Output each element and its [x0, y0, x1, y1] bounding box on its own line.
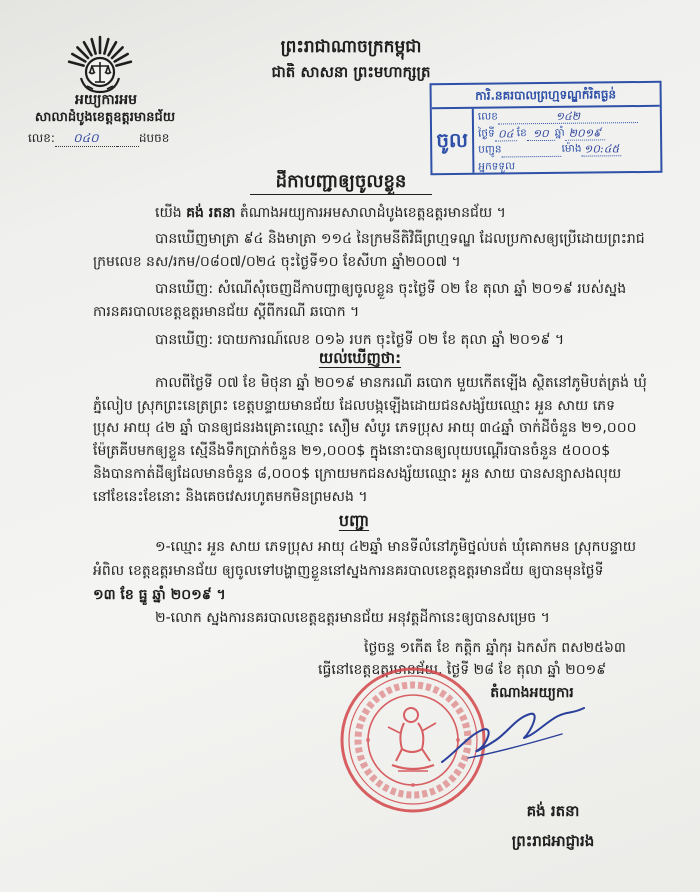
court-name: សាលាដំបូងខេត្តឧត្តរមានជ័យ: [34, 110, 176, 125]
preamble-line: បានឃើញ: របាយការណ៍លេខ ០១៦ របក ចុះថ្ងៃទី ០២ ខែ តុលា ឆ្នាំ ២០១៩ ។: [155, 332, 565, 348]
receipt-time-field: [581, 142, 621, 156]
order-line: អំពិល ខេត្តឧត្តរមានជ័យ ឲ្យចូលទៅបង្ហាញខ្លួននៅស្នងការនគរបាលខេត្តឧត្តរមានជ័យ ឲ្យបានមុនថ្ងៃទី: [93, 563, 604, 579]
order-deadline-line: ១៣ ខែ ធ្នូ ឆ្នាំ ២០១៩ ។: [93, 587, 226, 603]
receipt-number-value: ១៤២: [555, 109, 581, 123]
reference-number-field: [55, 131, 117, 147]
reference-number-value: ០៤០: [73, 131, 99, 145]
receipt-stamp-body: [432, 107, 661, 175]
preamble-line: ក្រមលេខ នស/រកម/០៨០៧/០២៤ ចុះថ្ងៃទី១០ ខែសីហា ឆ្នាំ២០០៧ ។: [93, 254, 461, 270]
signatory-role: តំណាងអយ្យការ: [490, 685, 574, 701]
receipt-receiver-label: អ្នកទទួល: [478, 159, 516, 173]
prosecutor-name: គង់ រតនា: [186, 205, 236, 221]
kingdom-heading: ព្រះរាជាណាចក្រកម្ពុជា: [280, 37, 422, 57]
receipt-year-label: ឆ្នាំ: [554, 126, 565, 139]
receipt-stamp-status: ចូល: [432, 109, 475, 175]
reference-number: [28, 129, 178, 147]
receipt-date-row: [474, 123, 660, 141]
findings-line: ភ្នំលៀប ស្រុកព្រះនេត្រព្រះ ខេត្តបន្ទាយមានជ័យ ដែលបង្កឡើងដោយជនសង្ស័យឈ្មោះ អួន សាយ ភេទ: [93, 398, 616, 414]
preamble-intro-lead: យើង: [155, 205, 182, 221]
order-line: ២-លោក ស្នងការនគរបាលខេត្តឧត្តរមានជ័យ អនុវត្តដីកានេះឲ្យបានសម្រេច ។: [155, 610, 550, 626]
preamble-line: បានឃើញ: សំណើសុំចេញដីកាបញ្ជាឲ្យចូលខ្លួន ចុះថ្ងៃទី ០២ ខែ តុលា ឆ្នាំ ២០១៩ របស់ស្នង: [155, 281, 627, 297]
receipt-forward-label: បញ្ជូន: [478, 143, 502, 156]
findings-line: នៅខែនេះខែនោះ និងគេចវេសរហូតមកមិនព្រមសង ។: [93, 489, 368, 505]
receipt-forward-field: [501, 143, 561, 158]
prosecutor-office-name: អយ្យការអម: [75, 92, 137, 108]
receipt-year-value: ២០១៩: [568, 125, 601, 140]
findings-line: កាលពីថ្ងៃទី ០៧ ខែ មិថុនា ឆ្នាំ ២០១៩ មានករណី ឆបោក មួយកើតឡើង ស្ថិតនៅភូមិបត់ត្រង់ ឃុំ: [155, 375, 647, 391]
receipt-stamp-office: ការិ.នគរបាលព្រហ្មទណ្ឌកំរិតធ្ងន់: [432, 83, 660, 109]
receipt-month-field: [527, 126, 555, 140]
lunar-date: ថ្ងៃចន្ទ ១កើត ខែ កត្តិក ឆ្នាំកុរ ឯកស័ក ពស២៥៦៣: [364, 640, 626, 656]
signature-scribble-icon: [438, 700, 588, 772]
reference-suffix: ដបចខ: [138, 131, 170, 145]
signatory-title: ព្រះរាជអាជ្ញារង: [511, 832, 595, 850]
receipt-forward-row: [474, 140, 660, 158]
receipt-number-field: [498, 109, 638, 124]
reference-label: លេខ:: [28, 131, 55, 145]
orders-heading: បញ្ជា: [338, 511, 370, 530]
preamble-line: ការនគរបាលខេត្តឧត្តរមានជ័យ ស្តីពីករណី ឆបោក ។: [93, 304, 360, 320]
preamble-intro-rest: តំណាងអយ្យការអមសាលាដំបូងខេត្តឧត្តរមានជ័យ ។: [239, 205, 506, 221]
place-and-date: ធ្វើនៅខេត្តឧត្តរមានជ័យ, ថ្ងៃទី ២៨ ខែ តុលា ឆ្នាំ ២០១៩: [318, 662, 607, 678]
receipt-receiver-row: [474, 156, 660, 174]
preamble-line: បានឃើញមាត្រា ៩៤ និងមាត្រា ១១៤ នៃក្រមនីតិវិធីព្រហ្មទណ្ឌ ដែលប្រកាសឲ្យប្រើដោយព្រះរាជ: [155, 231, 645, 247]
receipt-number-label: លេខ: [477, 110, 498, 123]
receipt-stamp: [430, 81, 663, 175]
document-title: ដីកាបញ្ជាឲ្យចូលខ្លួន: [250, 170, 432, 195]
receipt-number-row: [474, 107, 660, 125]
receipt-year-field: [565, 126, 605, 140]
findings-line: ប្រុស អាយុ ៤២ ឆ្នាំ បានឲ្យជនរងគ្រោះឈ្មោះ សឿម សំបូរ ភេទប្រុស អាយុ ៣៤ឆ្នាំ ចាក់ដីចំនួន ២១,០០០: [93, 420, 637, 436]
order-line: ១-ឈ្មោះ អួន សាយ ភេទប្រុស អាយុ ៤២ឆ្នាំ មានទីលំនៅភូមិថ្នល់បត់ ឃុំគោកមន ស្រុកបន្ទាយ: [155, 539, 637, 555]
receipt-day-value: ០៤: [497, 126, 514, 141]
receipt-day-label: ថ្ងៃទី: [477, 127, 495, 140]
national-motto: ជាតិ សាសនា ព្រះមហាក្សត្រ: [271, 63, 431, 81]
reference-dots: [117, 131, 139, 147]
receipt-time-label: ម៉ោង: [561, 142, 582, 155]
findings-line: ម៉ែត្រគីបមកឲ្យខ្លួន ស្មើនឹងទឹកប្រាក់ចំនួន ២១,០០០$ ក្នុងនោះបានឲ្យលុយបណ្តើរបានចំនួន ៥០០០$: [93, 443, 611, 459]
receipt-day-field: [495, 127, 517, 141]
findings-line: និងបានកាត់ដីឲ្យដែលមានចំនួន ៨,០០០$ ក្រោយមកជនសង្ស័យឈ្មោះ អួន សាយ បានសន្យាសងលុយ: [93, 466, 622, 482]
royal-emblem-icon: [63, 34, 137, 96]
receipt-month-label: ខែ: [516, 126, 527, 139]
receipt-stamp-fields: [474, 107, 661, 175]
receipt-time-value: ១០:៤៥: [583, 142, 620, 156]
signatory-name: គង់ រតនា: [526, 802, 580, 820]
findings-heading: យល់ឃើញថា:: [318, 349, 402, 367]
receipt-month-value: ១០: [532, 126, 549, 140]
preamble-intro: [155, 203, 665, 223]
receipt-receiver-field: [515, 159, 625, 174]
